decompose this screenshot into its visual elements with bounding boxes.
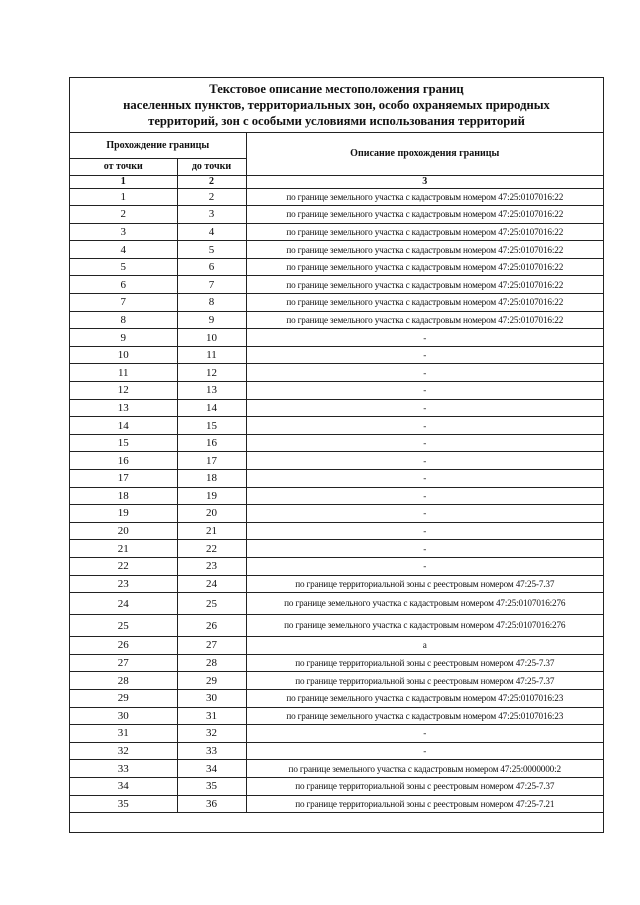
table-row bbox=[70, 364, 603, 382]
from-point-cell: 24 bbox=[70, 593, 177, 615]
table-row bbox=[70, 346, 603, 364]
from-point-cell: 19 bbox=[70, 505, 177, 523]
from-point-cell: 26 bbox=[70, 637, 177, 655]
description-cell: по границе территориальной зоны с реестровым номером 47:25-7.37 bbox=[246, 575, 603, 593]
table-body bbox=[70, 188, 603, 813]
description-cell: - bbox=[246, 742, 603, 760]
from-point-cell: 34 bbox=[70, 777, 177, 795]
from-point-cell: 1 bbox=[70, 188, 177, 206]
table-row bbox=[70, 329, 603, 347]
column-number-2: 2 bbox=[177, 175, 246, 188]
description-cell: - bbox=[246, 540, 603, 558]
from-point-cell: 33 bbox=[70, 760, 177, 778]
to-point-cell: 31 bbox=[177, 707, 246, 725]
to-point-cell: 15 bbox=[177, 417, 246, 435]
document-title bbox=[70, 78, 603, 133]
description-cell: по границе земельного участка с кадастровым номером 47:25:0107016:22 bbox=[246, 206, 603, 224]
to-point-cell: 7 bbox=[177, 276, 246, 294]
from-point-cell: 5 bbox=[70, 258, 177, 276]
to-point-cell: 18 bbox=[177, 470, 246, 488]
to-point-cell: 4 bbox=[177, 223, 246, 241]
description-cell: по границе земельного участка с кадастровым номером 47:25:0107016:22 bbox=[246, 276, 603, 294]
to-point-cell: 9 bbox=[177, 311, 246, 329]
passage-header: Прохождение границы bbox=[70, 133, 246, 158]
description-cell: - bbox=[246, 557, 603, 575]
description-cell: по границе земельного участка с кадастровым номером 47:25:0107016:22 bbox=[246, 188, 603, 206]
to-point-cell: 17 bbox=[177, 452, 246, 470]
from-point-cell: 13 bbox=[70, 399, 177, 417]
title-line-3: территорий, зон с особыми условиями использования территорий bbox=[148, 114, 525, 128]
from-point-cell: 27 bbox=[70, 654, 177, 672]
table-row bbox=[70, 795, 603, 813]
to-point-cell: 36 bbox=[177, 795, 246, 813]
table-row bbox=[70, 417, 603, 435]
description-cell: по границе территориальной зоны с реестровым номером 47:25-7.37 bbox=[246, 777, 603, 795]
from-point-cell: 3 bbox=[70, 223, 177, 241]
description-cell: - bbox=[246, 505, 603, 523]
table-row bbox=[70, 241, 603, 259]
to-point-header: до точки bbox=[177, 158, 246, 175]
boundary-table bbox=[70, 133, 603, 813]
to-point-cell: 29 bbox=[177, 672, 246, 690]
to-point-cell: 22 bbox=[177, 540, 246, 558]
from-point-cell: 8 bbox=[70, 311, 177, 329]
from-point-cell: 4 bbox=[70, 241, 177, 259]
from-point-cell: 15 bbox=[70, 434, 177, 452]
table-row bbox=[70, 258, 603, 276]
table-row bbox=[70, 654, 603, 672]
table-row bbox=[70, 777, 603, 795]
table-row bbox=[70, 452, 603, 470]
table-row bbox=[70, 760, 603, 778]
to-point-cell: 20 bbox=[177, 505, 246, 523]
table-row bbox=[70, 399, 603, 417]
from-point-cell: 25 bbox=[70, 615, 177, 637]
table-row bbox=[70, 689, 603, 707]
to-point-cell: 6 bbox=[177, 258, 246, 276]
description-cell: - bbox=[246, 346, 603, 364]
to-point-cell: 16 bbox=[177, 434, 246, 452]
from-point-cell: 18 bbox=[70, 487, 177, 505]
description-cell: - bbox=[246, 522, 603, 540]
to-point-cell: 5 bbox=[177, 241, 246, 259]
table-row bbox=[70, 615, 603, 637]
from-point-cell: 17 bbox=[70, 470, 177, 488]
from-point-cell: 11 bbox=[70, 364, 177, 382]
description-cell: - bbox=[246, 487, 603, 505]
table-row bbox=[70, 487, 603, 505]
to-point-cell: 3 bbox=[177, 206, 246, 224]
to-point-cell: 13 bbox=[177, 382, 246, 400]
description-cell: а bbox=[246, 637, 603, 655]
to-point-cell: 35 bbox=[177, 777, 246, 795]
from-point-cell: 12 bbox=[70, 382, 177, 400]
table-row bbox=[70, 725, 603, 743]
description-cell: по границе земельного участка с кадастровым номером 47:25:0107016:22 bbox=[246, 241, 603, 259]
description-cell: по границе земельного участка с кадастровым номером 47:25:0107016:276 bbox=[246, 593, 603, 615]
to-point-cell: 11 bbox=[177, 346, 246, 364]
from-point-cell: 28 bbox=[70, 672, 177, 690]
description-cell: - bbox=[246, 725, 603, 743]
column-number-1: 1 bbox=[70, 175, 177, 188]
description-cell: по границе земельного участка с кадастровым номером 47:25:0107016:276 bbox=[246, 615, 603, 637]
from-point-cell: 23 bbox=[70, 575, 177, 593]
table-row bbox=[70, 188, 603, 206]
title-line-2: населенных пунктов, территориальных зон, особо охраняемых природных bbox=[123, 98, 550, 112]
description-cell: - bbox=[246, 452, 603, 470]
description-cell: - bbox=[246, 382, 603, 400]
description-cell: по границе территориальной зоны с реестровым номером 47:25-7.37 bbox=[246, 654, 603, 672]
from-point-cell: 7 bbox=[70, 294, 177, 312]
from-point-cell: 32 bbox=[70, 742, 177, 760]
table-row bbox=[70, 434, 603, 452]
table-row bbox=[70, 223, 603, 241]
description-cell: по границе земельного участка с кадастровым номером 47:25:0107016:23 bbox=[246, 689, 603, 707]
to-point-cell: 34 bbox=[177, 760, 246, 778]
to-point-cell: 14 bbox=[177, 399, 246, 417]
description-cell: - bbox=[246, 417, 603, 435]
description-cell: по границе земельного участка с кадастровым номером 47:25:0107016:22 bbox=[246, 258, 603, 276]
description-header: Описание прохождения границы bbox=[246, 133, 603, 175]
table-row bbox=[70, 206, 603, 224]
description-cell: по границе земельного участка с кадастровым номером 47:25:0107016:23 bbox=[246, 707, 603, 725]
from-point-cell: 10 bbox=[70, 346, 177, 364]
description-cell: - bbox=[246, 399, 603, 417]
from-point-cell: 31 bbox=[70, 725, 177, 743]
table-row bbox=[70, 311, 603, 329]
description-cell: по границе земельного участка с кадастровым номером 47:25:0000000:2 bbox=[246, 760, 603, 778]
table-row bbox=[70, 382, 603, 400]
table-row bbox=[70, 540, 603, 558]
from-point-cell: 14 bbox=[70, 417, 177, 435]
description-cell: - bbox=[246, 434, 603, 452]
to-point-cell: 19 bbox=[177, 487, 246, 505]
description-cell: - bbox=[246, 364, 603, 382]
description-cell: по границе территориальной зоны с реестровым номером 47:25-7.37 bbox=[246, 672, 603, 690]
table-row bbox=[70, 470, 603, 488]
column-number-3: 3 bbox=[246, 175, 603, 188]
table-row bbox=[70, 637, 603, 655]
from-point-header: от точки bbox=[70, 158, 177, 175]
title-line-1: Текстовое описание местоположения границ bbox=[209, 82, 464, 96]
from-point-cell: 29 bbox=[70, 689, 177, 707]
from-point-cell: 20 bbox=[70, 522, 177, 540]
from-point-cell: 35 bbox=[70, 795, 177, 813]
description-cell: - bbox=[246, 470, 603, 488]
table-row bbox=[70, 276, 603, 294]
description-cell: по границе территориальной зоны с реестровым номером 47:25-7.21 bbox=[246, 795, 603, 813]
to-point-cell: 33 bbox=[177, 742, 246, 760]
description-cell: по границе земельного участка с кадастровым номером 47:25:0107016:22 bbox=[246, 294, 603, 312]
table-row bbox=[70, 742, 603, 760]
from-point-cell: 6 bbox=[70, 276, 177, 294]
to-point-cell: 10 bbox=[177, 329, 246, 347]
table-row bbox=[70, 294, 603, 312]
description-cell: по границе земельного участка с кадастровым номером 47:25:0107016:22 bbox=[246, 311, 603, 329]
to-point-cell: 28 bbox=[177, 654, 246, 672]
from-point-cell: 2 bbox=[70, 206, 177, 224]
to-point-cell: 25 bbox=[177, 593, 246, 615]
from-point-cell: 9 bbox=[70, 329, 177, 347]
to-point-cell: 32 bbox=[177, 725, 246, 743]
description-cell: - bbox=[246, 329, 603, 347]
from-point-cell: 16 bbox=[70, 452, 177, 470]
to-point-cell: 21 bbox=[177, 522, 246, 540]
table-row bbox=[70, 575, 603, 593]
to-point-cell: 30 bbox=[177, 689, 246, 707]
from-point-cell: 30 bbox=[70, 707, 177, 725]
to-point-cell: 26 bbox=[177, 615, 246, 637]
from-point-cell: 21 bbox=[70, 540, 177, 558]
to-point-cell: 27 bbox=[177, 637, 246, 655]
document-frame bbox=[69, 77, 604, 833]
description-cell: по границе земельного участка с кадастровым номером 47:25:0107016:22 bbox=[246, 223, 603, 241]
to-point-cell: 12 bbox=[177, 364, 246, 382]
to-point-cell: 23 bbox=[177, 557, 246, 575]
from-point-cell: 22 bbox=[70, 557, 177, 575]
table-row bbox=[70, 593, 603, 615]
to-point-cell: 2 bbox=[177, 188, 246, 206]
table-row bbox=[70, 672, 603, 690]
to-point-cell: 24 bbox=[177, 575, 246, 593]
table-row bbox=[70, 557, 603, 575]
to-point-cell: 8 bbox=[177, 294, 246, 312]
table-row bbox=[70, 505, 603, 523]
table-row bbox=[70, 707, 603, 725]
table-row bbox=[70, 522, 603, 540]
